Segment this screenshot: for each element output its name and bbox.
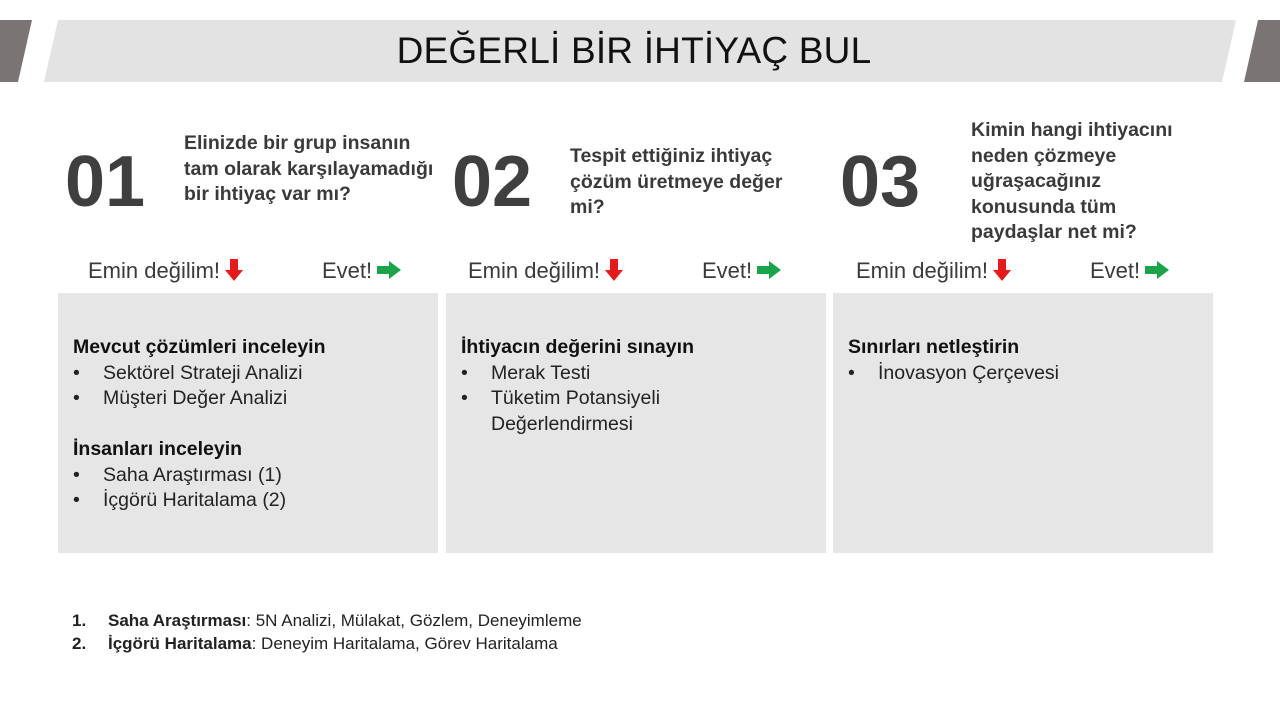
choice-yes-label: Evet! (322, 258, 373, 283)
step-question-1: Elinizde bir grup insanın tam olarak karşılayamadığı bir ihtiyaç var mı? (184, 132, 434, 205)
list-item: • İnovasyon Çerçevesi (848, 361, 1203, 387)
list-item: • Merak Testi (461, 361, 816, 387)
step-number-3: 03 (840, 142, 921, 222)
footnote-term: İçgörü Haritalama (108, 634, 252, 653)
arrow-down-icon (224, 258, 244, 282)
arrow-right-icon (756, 260, 782, 280)
step-panel-1 (58, 293, 438, 553)
choice-not-sure-label: Emin değilim! (468, 258, 601, 283)
footnote-text: : 5N Analizi, Mülakat, Gözlem, Deneyimleme (246, 611, 582, 630)
arrow-right-icon (1144, 260, 1170, 280)
step-panel-2 (446, 293, 826, 553)
arrow-right-icon (376, 260, 402, 280)
arrow-down-icon (992, 258, 1012, 282)
list-item: • Tüketim Potansiyeli Değerlendirmesi (461, 386, 681, 437)
footnote-term: Saha Araştırması (108, 611, 247, 630)
choice-yes-3 (1090, 258, 1170, 284)
choice-not-sure-label: Emin değilim! (856, 258, 989, 283)
choice-not-sure-1 (88, 258, 244, 284)
step-panel-3 (833, 293, 1213, 553)
panel-list (73, 361, 428, 412)
arrow-down-icon (604, 258, 624, 282)
choice-yes-label: Evet! (1090, 258, 1141, 283)
step-number-1: 01 (65, 142, 146, 222)
panel-heading: İnsanları inceleyin (73, 438, 243, 460)
choice-not-sure-label: Emin değilim! (88, 258, 221, 283)
list-item: • Müşteri Değer Analizi (73, 386, 428, 412)
footnote-text: : Deneyim Haritalama, Görev Haritalama (251, 634, 558, 653)
panel-list (848, 361, 1203, 387)
list-item: • Sektörel Strateji Analizi (73, 361, 428, 387)
choice-not-sure-2 (468, 258, 624, 284)
footnote-number: 2. (72, 634, 87, 653)
panel-list (461, 361, 816, 438)
footnotes (72, 609, 582, 655)
panel-heading: İhtiyacın değerini sınayın (461, 336, 694, 358)
choice-yes-1 (322, 258, 402, 284)
choice-yes-label: Evet! (702, 258, 753, 283)
step-question-2: Tespit ettiğiniz ihtiyaç çözüm üretmeye değer mi? (570, 145, 783, 218)
panel-heading: Sınırları netleştirin (848, 336, 1020, 358)
list-item: • İçgörü Haritalama (2) (73, 488, 428, 514)
footnote-number: 1. (72, 611, 87, 630)
choice-yes-2 (702, 258, 782, 284)
page-title: DEĞERLİ BİR İHTİYAÇ BUL (396, 30, 872, 71)
step-question-3: Kimin hangi ihtiyacını neden çözmeye uğraşacağınız konusunda tüm paydaşlar net mi? (971, 119, 1173, 243)
step-number-2: 02 (452, 142, 533, 222)
footnote (72, 609, 582, 632)
choice-not-sure-3 (856, 258, 1012, 284)
panel-heading: Mevcut çözümleri inceleyin (73, 336, 326, 358)
list-item: • Saha Araştırması (1) (73, 463, 428, 489)
panel-list (73, 463, 428, 514)
footnote (72, 632, 582, 655)
